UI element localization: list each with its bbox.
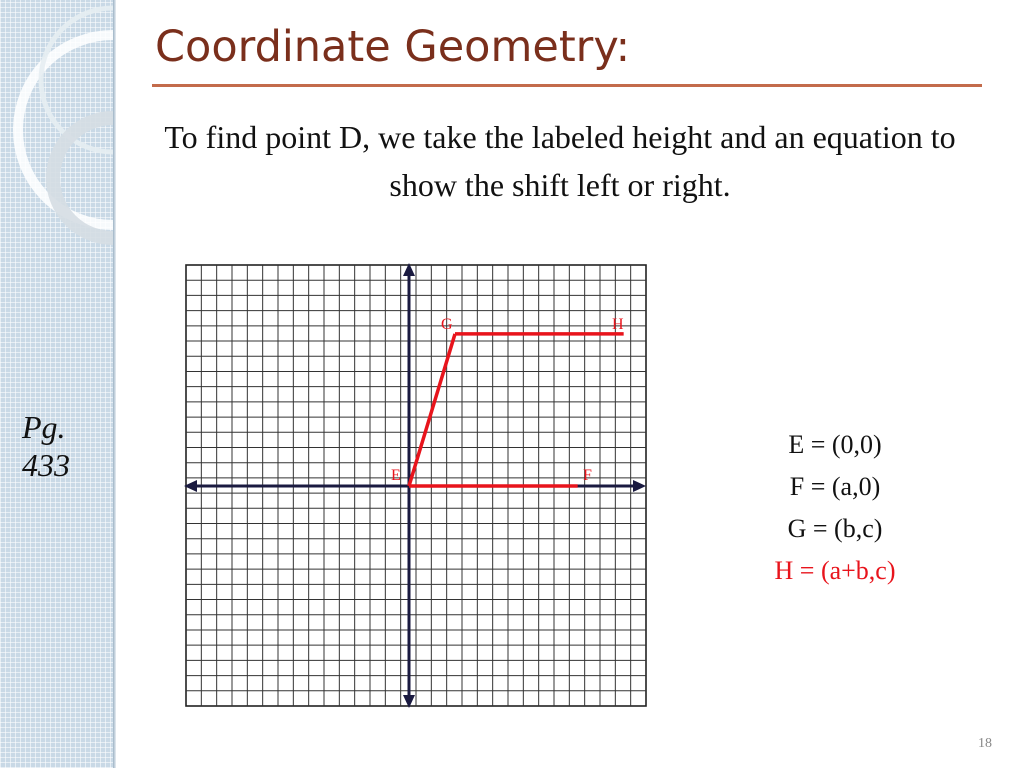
- point-label-e: E: [391, 467, 401, 484]
- equation-f: F = (a,0): [789, 472, 881, 501]
- page-reference-prefix: Pg.: [22, 409, 66, 445]
- page-reference-number: 433: [22, 447, 70, 483]
- coordinate-grid: [180, 260, 655, 715]
- title-underline: [152, 84, 982, 87]
- slide-subtitle: To find point D, we take the labeled height and an equation to show the shift left or right.: [164, 119, 956, 203]
- page-reference: [22, 408, 102, 484]
- coordinate-equations: [740, 424, 930, 592]
- equation-e: E = (0,0): [788, 430, 882, 459]
- point-label-h: H: [612, 316, 624, 333]
- point-label-g: G: [441, 316, 453, 333]
- slide-number: 18: [978, 736, 992, 751]
- point-label-f: F: [583, 467, 592, 484]
- equation-h: H = (a+b,c): [774, 556, 896, 585]
- equation-g: G = (b,c): [787, 514, 883, 543]
- slide-title: Coordinate Geometry:: [155, 22, 631, 72]
